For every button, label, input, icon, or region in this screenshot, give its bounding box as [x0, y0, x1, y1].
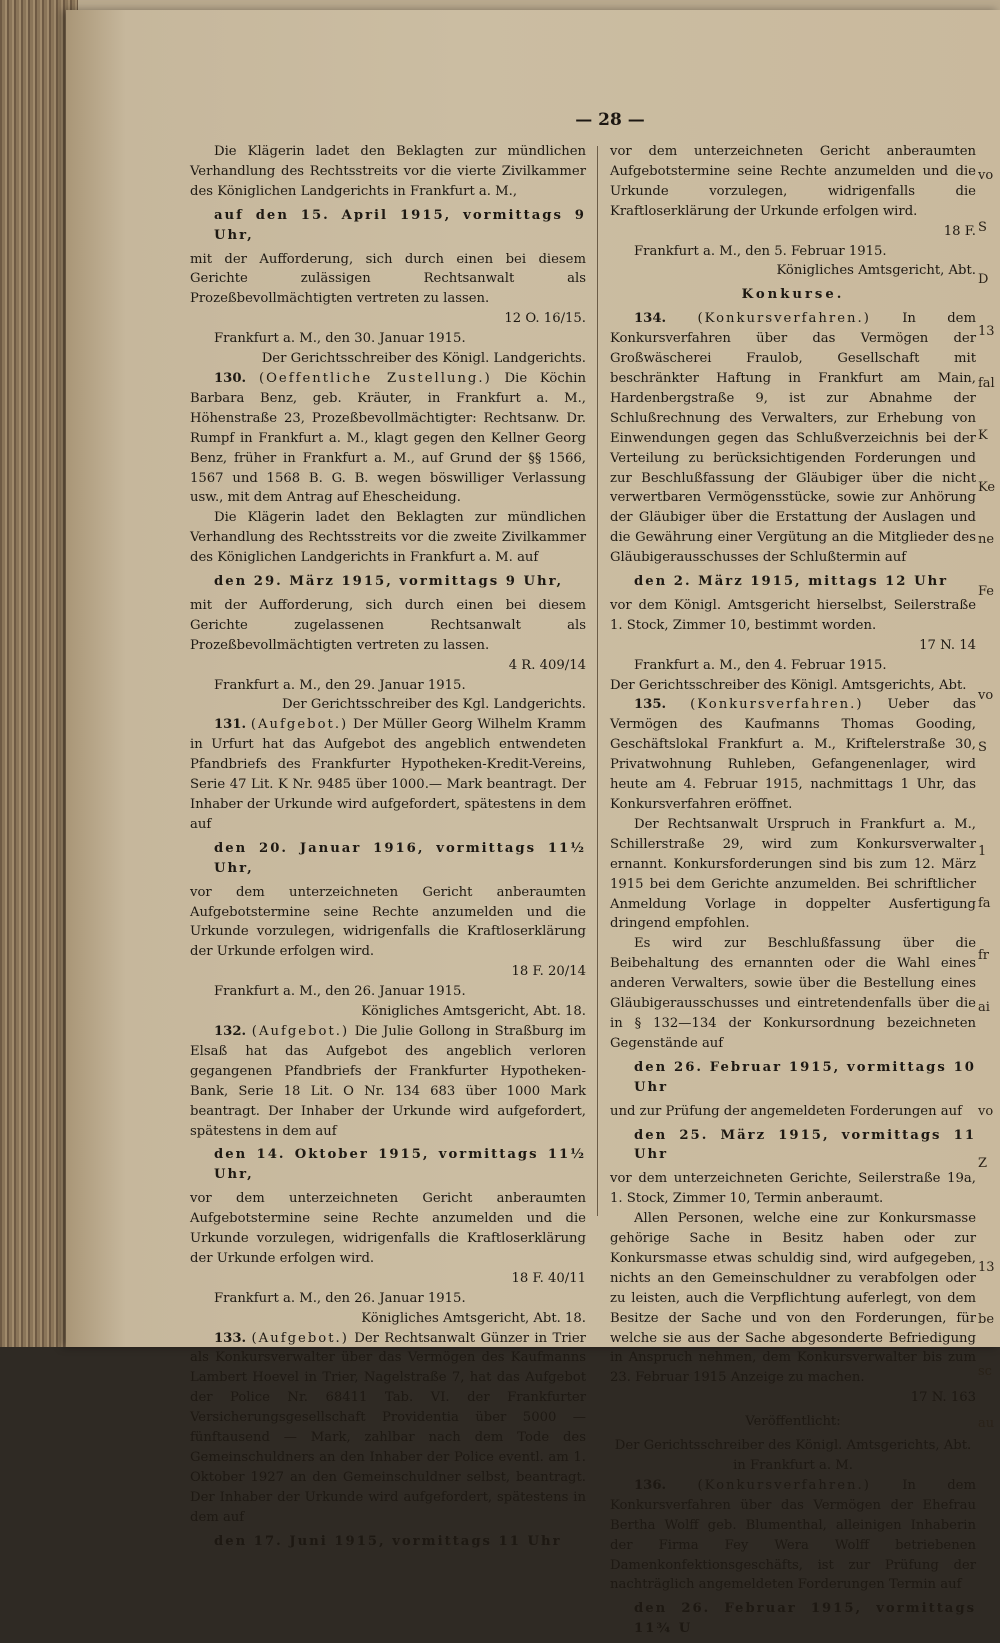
signature: Der Gerichtsschreiber des Königl. Amtsgerichts, Abt. in Frankfurt a. M. — [614, 1438, 972, 1473]
hearing-date: den 26. Februar 1915, vormittags 11¾ U — [634, 1601, 976, 1637]
place-date: Frankfurt a. M., den 5. Februar 1915. — [634, 243, 887, 259]
section-heading: Konkurse. — [741, 287, 845, 303]
case-reference: 12 O. 16/15. — [504, 311, 586, 327]
place-date: Frankfurt a. M., den 26. Januar 1915. — [214, 984, 466, 1000]
next-page-margin-strip: vo S D 13 fal K Ke ne Fe vo S 1 fa fr ai vo Z 13 be sc au — [978, 168, 996, 1431]
continued-text: vor dem unterzeichneten Gericht anberaumten Aufgebotstermine seine Rechte anzumelden und die Urkunde vorzulegen, widrigenfalls die Kraftloserklärung der Urkunde erfolgen wird. — [610, 144, 976, 219]
notice-heading: (Konkursverfahren.) — [690, 697, 864, 713]
summons-continuation: mit der Aufforderung, sich durch einen bei diesem Gerichte zulässigen Rechtsanwalt als Prozeßbevollmächtigten vertreten zu lassen. — [190, 251, 586, 307]
notice-134 — [610, 309, 976, 568]
notice-heading: (Konkursverfahren.) — [697, 311, 871, 327]
hearing-date: den 29. März 1915, vormittags 9 Uhr, — [214, 574, 564, 590]
place-date: Frankfurt a. M., den 30. Januar 1915. — [214, 331, 466, 347]
notice-135-resolution: Es wird zur Beschlußfassung über die Beibehaltung des ernannten oder die Wahl eines anderen Verwalters, sowie über die Bestellung eines Gläubigerausschusses und eintretendenfalls über die in § 132—134 der Konkursordnung bezeichneten Gegenstände auf — [610, 936, 976, 1051]
hearing-date: auf den 15. April 1915, vormittags 9 Uhr, — [214, 207, 586, 243]
signature: Königliches Amtsgericht, Abt. — [776, 263, 976, 279]
notice-number: 134. — [634, 311, 667, 327]
case-reference: 18 F. 20/14 — [511, 964, 586, 980]
published-label: Veröffentlicht: — [745, 1414, 841, 1430]
notice-number: 131. — [214, 717, 247, 733]
notice-continuation: und zur Prüfung der angemeldeten Forderungen auf — [610, 1103, 963, 1119]
left-column — [190, 142, 586, 1556]
summons-continuation: vor dem unterzeichneten Gericht anberaumten Aufgebotstermine seine Rechte anzumelden und die Urkunde vorzulegen, widrigenfalls die Kraftloserklärung der Urkunde erfolgen wird. — [190, 1191, 586, 1266]
notice-heading: (Aufgebot.) — [251, 1023, 350, 1039]
notice-text: Die Köchin Barbara Benz, geb. Kräuter, in Frankfurt a. M., Höhenstraße 23, Prozeßbevollmächtigter: Rechtsanw. Dr. Rumpf in Frankfurt a. M., klagt gegen den Kellner Georg Benz, früher in Frankfurt a. M., auf Grund der §§ 1566, 1567 und 1568 B. G. B. wegen böswilliger Verlassung usw., mit dem Antrag auf Ehescheidung. — [190, 370, 586, 506]
case-reference: 18 F. — [943, 223, 976, 239]
place-date: Frankfurt a. M., den 26. Januar 1915. — [214, 1290, 466, 1306]
notice-text: In dem Konkursverfahren über das Vermögen der Großwäscherei Fraulob, Gesellschaft mit beschränkter Haftung in Frankfurt am Main, Hardenbergstraße 9, ist zur Abnahme der Schlußrechnung des Verwalters, zur Erhebung von Einwendungen gegen das Schlußverzeichnis bei der Verteilung zu berücksichtigenden Forderungen und zur Beschlußfassung der Gläubiger über die nicht verwertbaren Vermögensstücke, sowie zur Anhörung der Gläubiger über die Erstattung der Auslagen und die Gewährung einer Vergütung an die Mitglieder des Gläubigerausschusses der Schlußtermin auf — [610, 311, 976, 566]
notice-heading: (Konkursverfahren.) — [697, 1477, 871, 1493]
right-column — [610, 142, 976, 1643]
signature: Der Gerichtsschreiber des Königl. Amtsgerichts, Abt. — [610, 677, 967, 693]
summons-text: Die Klägerin ladet den Beklagten zur mündlichen Verhandlung des Rechtsstreits vor die vierte Zivilkammer des Königlichen Landgerichts in Frankfurt a. M., — [190, 144, 586, 199]
notice-135 — [610, 695, 976, 814]
notice-number: 136. — [634, 1477, 667, 1493]
hearing-date: den 14. Oktober 1915, vormittags 11½ Uhr, — [214, 1147, 586, 1183]
hearing-date: den 2. März 1915, mittags 12 Uhr — [634, 574, 949, 590]
place-date: Frankfurt a. M., den 29. Januar 1915. — [214, 677, 466, 693]
notice-heading: (Oeffentliche Zustellung.) — [258, 370, 492, 386]
notice-continuation: vor dem Königl. Amtsgericht hierselbst, Seilerstraße 1. Stock, Zimmer 10, bestimmt worden. — [610, 597, 976, 633]
notice-131 — [190, 715, 586, 834]
page-number: — 28 — — [575, 110, 645, 130]
notice-136 — [610, 1476, 976, 1595]
notice-133 — [190, 1329, 586, 1528]
case-reference: 17 N. 14 — [919, 637, 976, 653]
signature: Königliches Amtsgericht, Abt. 18. — [361, 1004, 586, 1020]
notice-heading: (Aufgebot.) — [251, 1330, 349, 1346]
notice-135-instructions: Allen Personen, welche eine zur Konkursmasse gehörige Sache in Besitz haben oder zur Konkursmasse etwas schuldig sind, wird aufgegeben, nichts an den Gemeinschuldner zu verabfolgen oder zu leisten, auch die Verpflichtung auferlegt, von dem Besitze der Sache und von den Forderungen, für welche sie aus der Sache abgesonderte Befriedigung in Anspruch nehmen, dem Konkursverwalter bis zum 23. Februar 1915 Anzeige zu machen. — [610, 1211, 976, 1386]
notice-number: 133. — [214, 1330, 247, 1346]
notice-number: 130. — [214, 370, 247, 386]
signature: Königliches Amtsgericht, Abt. 18. — [361, 1310, 586, 1326]
summons-continuation: vor dem unterzeichneten Gericht anberaumten Aufgebotstermine seine Rechte anzumelden und die Urkunde vorzulegen, widrigenfalls die Kraftloserklärung der Urkunde erfolgen wird. — [190, 884, 586, 960]
column-divider — [597, 146, 598, 1216]
notice-text: Ueber das Vermögen des Kaufmanns Thomas Gooding, Geschäftslokal Frankfurt a. M., Kriftelerstraße 30, Privatwohnung Ruhleben, Gefangenenlager, wird heute am 4. Februar 1915, nachmittags 1 Uhr, das Konkursverfahren eröffnet. — [610, 697, 976, 812]
case-reference: 17 N. 163 — [910, 1390, 976, 1406]
hearing-date: den 25. März 1915, vormittags 11 Uhr — [634, 1127, 976, 1163]
signature: Der Gerichtsschreiber des Kgl. Landgerichts. — [282, 697, 586, 713]
hearing-date: den 17. Juni 1915, vormittags 11 Uhr — [214, 1533, 562, 1549]
notice-continuation: vor dem unterzeichneten Gerichte, Seilerstraße 19a, 1. Stock, Zimmer 10, Termin anberaumt. — [610, 1171, 976, 1207]
notice-text: In dem Konkursverfahren über das Vermögen der Ehefrau Bertha Wolff geb. Blumenthal, alleinigen Inhaberin der Firma Fey Wera Wolff betriebenen Damenkonfektionsgeschäfts, ist zur Prüfung der nachträglich angemeldeten Forderungen Termin auf — [610, 1477, 976, 1593]
place-date: Frankfurt a. M., den 4. Februar 1915. — [634, 657, 887, 673]
notice-number: 132. — [214, 1023, 247, 1039]
signature: Der Gerichtsschreiber des Königl. Landgerichts. — [261, 351, 586, 367]
notice-number: 135. — [634, 697, 667, 713]
summons-continuation: mit der Aufforderung, sich durch einen bei diesem Gerichte zugelassenen Rechtsanwalt als Prozeßbevollmächtigten vertreten zu lassen. — [190, 597, 586, 653]
notice-132 — [190, 1022, 586, 1141]
case-reference: 4 R. 409/14 — [508, 657, 586, 673]
hearing-date: den 20. Januar 1916, vormittags 11½ Uhr, — [214, 840, 586, 876]
case-reference: 18 F. 40/11 — [511, 1270, 586, 1286]
notice-130-summons: Die Klägerin ladet den Beklagten zur mündlichen Verhandlung des Rechtsstreits vor die zweite Zivilkammer des Königlichen Landgerichts in Frankfurt a. M. auf — [190, 510, 586, 566]
notice-text: Der Müller Georg Wilhelm Kramm in Urfurt hat das Aufgebot des angeblich entwendeten Pfandbriefs des Frankfurter Hypotheken-Kredit-Vereins, Serie 47 Lit. K Nr. 9485 über 1000.— Mark beantragt. Der Inhaber der Urkunde wird aufgefordert, spätestens in dem auf — [190, 717, 586, 832]
notice-130 — [190, 369, 586, 508]
notice-text: Der Rechtsanwalt Günzer in Trier als Konkursverwalter über das Vermögen des Kaufmanns Lambert Hoevel in Trier, Nagelstraße 7, hat das Aufgebot der Police Nr. 68411 Tab. VI. der Frankfurter Versicherungsgesellschaft Providentia über 5000 — fünftausend — Mark, zahlbar nach dem Tode des Gemeinschuldners an den Inhaber der Police eventl. am 1. Oktober 1927 an den Gemeinschuldner selbst, beantragt. Der Inhaber der Urkunde wird aufgefordert, spätestens in dem auf — [190, 1330, 586, 1525]
hearing-date: den 26. Februar 1915, vormittags 10 Uhr — [634, 1059, 976, 1095]
notice-135-administrator: Der Rechtsanwalt Urspruch in Frankfurt a. M., Schillerstraße 29, wird zum Konkursverwalter ernannt. Konkursforderungen sind bis zum 12. März 1915 bei dem Gerichte anzumelden. Bei schriftlicher Anmeldung Vorlage in doppelter Ausfertigung dringend empfohlen. — [610, 816, 976, 932]
notice-heading: (Aufgebot.) — [250, 717, 349, 733]
notice-text: Die Julie Gollong in Straßburg im Elsaß hat das Aufgebot des angeblich verloren gegangenen Pfandbriefs der Frankfurter Hypotheken-Bank, Serie 18 Lit. O Nr. 134 683 über 1000 Mark beantragt. Der Inhaber der Urkunde wird aufgefordert, spätestens in dem auf — [190, 1023, 586, 1139]
